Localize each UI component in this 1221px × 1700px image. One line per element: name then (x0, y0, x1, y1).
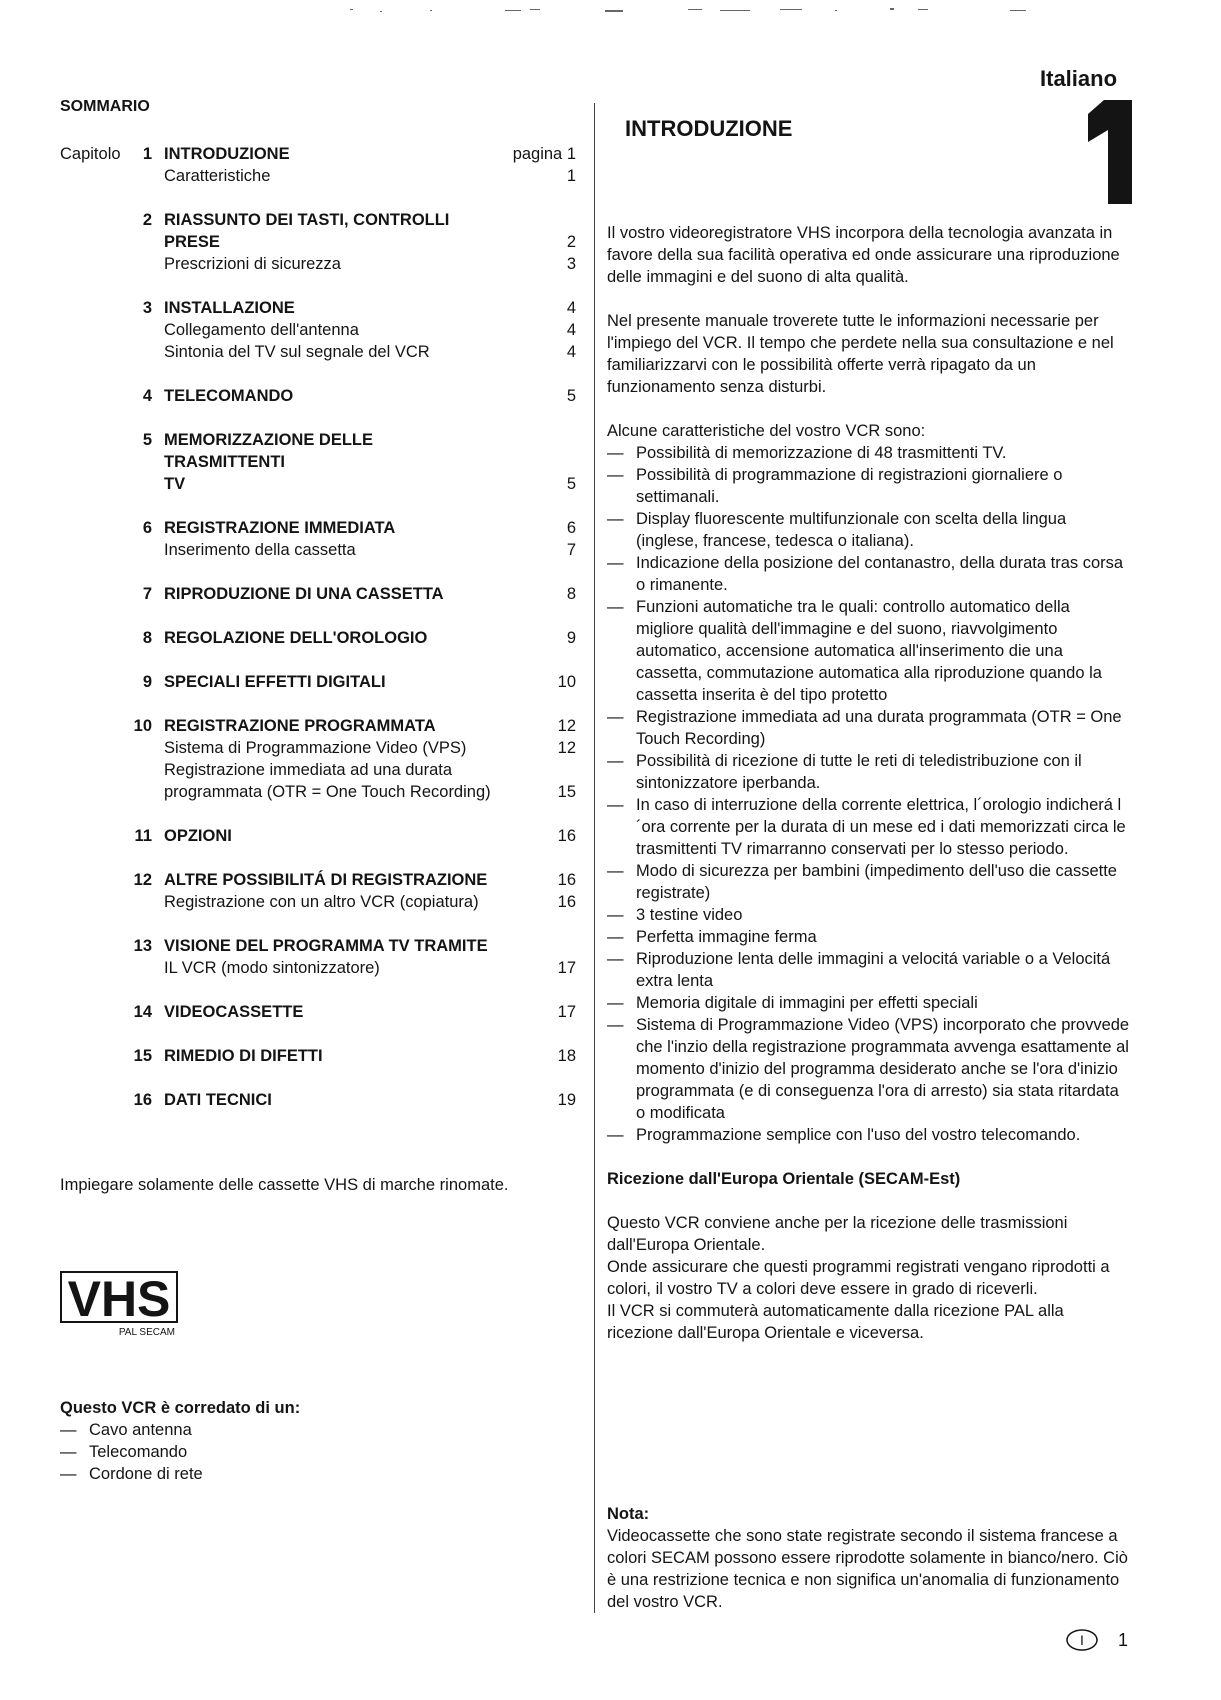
toc-line-page: 17 (557, 959, 576, 977)
toc-line-page: 3 (566, 255, 576, 273)
toc-line (164, 1089, 576, 1111)
toc-line (164, 429, 576, 473)
toc-entry (60, 583, 576, 605)
toc-line (164, 781, 576, 803)
supplied-title: Questo VCR è corredato di un: (60, 1399, 301, 1417)
toc-entry (60, 825, 576, 847)
toc-line-title: REGISTRAZIONE PROGRAMMATA (164, 717, 436, 735)
scan-specks (0, 0, 1221, 20)
chapter-number-one (1088, 100, 1132, 204)
toc-line-page: 4 (566, 299, 576, 317)
toc-line (164, 891, 576, 913)
toc-line-page: 12 (557, 739, 576, 757)
toc-line-title: RIMEDIO DI DIFETTI (164, 1047, 323, 1065)
toc-line-title: VISIONE DEL PROGRAMMA TV TRAMITE (164, 937, 488, 955)
list-item: — Telecomando (60, 1441, 460, 1463)
toc-line-page: 12 (557, 717, 576, 735)
toc-chapter-number: 16 (133, 1091, 152, 1109)
toc-entry (60, 209, 576, 275)
toc-line-title: ALTRE POSSIBILITÁ DI REGISTRAZIONE (164, 871, 488, 889)
toc-line-page: 16 (557, 893, 576, 911)
list-item: — In caso di interruzione della corrente elettrica, l´orologio indicherá l´ora corrente per la durata di un mese ed i dati memorizzati circa le trasmittenti TV rimarranno conservati per lo stesso periodo. (607, 794, 1132, 860)
cassette-note: Impiegare solamente delle cassette VHS di marche rinomate. (60, 1176, 509, 1194)
toc-line-page (496, 935, 576, 957)
column-divider (594, 103, 595, 1613)
toc-line-title: RIPRODUZIONE DI UNA CASSETTA (164, 585, 444, 603)
toc-chapter-number: 10 (133, 717, 152, 735)
toc-entry (60, 143, 576, 187)
toc-line-page (496, 429, 576, 473)
toc-line-title: VIDEOCASSETTE (164, 1003, 304, 1021)
toc-line-title: PRESE (164, 233, 220, 251)
toc-entry (60, 1001, 576, 1023)
page-number: 1 (1118, 1630, 1129, 1650)
toc-line (164, 231, 576, 253)
supplied-items-list (60, 1419, 460, 1485)
toc-line-title: RIASSUNTO DEI TASTI, CONTROLLI (164, 211, 450, 229)
toc-line-title: Inserimento della cassetta (164, 541, 356, 559)
list-item: — Programmazione semplice con l'uso del vostro telecomando. (607, 1124, 1132, 1146)
secam-paragraph-2: Onde assicurare che questi programmi registrati vengano riprodotti a colori, il vostro TV a colori deve essere in grado di riceverli. (607, 1258, 1110, 1298)
toc-chapter-number: 15 (133, 1047, 152, 1065)
toc-line (164, 319, 576, 341)
features-intro: Alcune caratteristiche del vostro VCR sono: (607, 422, 926, 440)
secam-paragraph-1: Questo VCR conviene anche per la ricezione delle trasmissioni dall'Europa Orientale. (607, 1214, 1068, 1254)
toc-line-page (496, 759, 576, 781)
features-list (607, 442, 1132, 1146)
toc-entry (60, 1089, 576, 1111)
list-item: — Perfetta immagine ferma (607, 926, 1132, 948)
toc-chapter-number: 6 (142, 519, 152, 537)
toc-line (164, 825, 576, 847)
toc-line-title: TELECOMANDO (164, 387, 294, 405)
list-item: — Registrazione immediata ad una durata programmata (OTR = One Touch Recording) (607, 706, 1132, 750)
toc-line-title: Registrazione con un altro VCR (copiatura) (164, 893, 479, 911)
toc-line-title: REGOLAZIONE DELL'OROLOGIO (164, 629, 428, 647)
toc-line-title: DATI TECNICI (164, 1091, 272, 1109)
toc-line-title: Sintonia del TV sul segnale del VCR (164, 343, 430, 361)
toc-line (164, 627, 576, 649)
toc-chapter-number: 3 (142, 299, 152, 317)
toc-line-page: 4 (566, 343, 576, 361)
toc-line (164, 583, 576, 605)
toc-chapter-number: 4 (142, 387, 152, 405)
toc-line (164, 759, 576, 781)
toc-line-page: 5 (566, 387, 576, 405)
intro-paragraph-2: Nel presente manuale troverete tutte le informazioni necessarie per l'impiego del VCR. Il tempo che perdete nella sua consultazione e nel familiarizzarvi con le possibilità offerte verrà ripagato da un funzionamento senza disturbi. (607, 312, 1114, 396)
toc-title: SOMMARIO (60, 98, 150, 115)
toc-line (164, 385, 576, 407)
toc-line (164, 957, 576, 979)
toc-line-page: pagina 1 (512, 145, 576, 163)
toc-entry (60, 627, 576, 649)
toc-line-title: Prescrizioni di sicurezza (164, 255, 341, 273)
toc-line-title: IL VCR (modo sintonizzatore) (164, 959, 380, 977)
toc-line-page: 8 (566, 585, 576, 603)
note-text: Videocassette che sono state registrate secondo il sistema francese a colori SECAM possono essere riprodotte solamente in bianco/nero. Ciò è una restrizione tecnica e non significa un'anomalia di funzionamento del vostro VCR. (607, 1527, 1128, 1611)
toc-line-title: SPECIALI EFFETTI DIGITALI (164, 673, 386, 691)
toc-chapter-number: 5 (142, 431, 152, 449)
toc-entry (60, 517, 576, 561)
list-item: — Riproduzione lenta delle immagini a velocitá variable o a Velocitá extra lenta (607, 948, 1132, 992)
toc-chapter-number: 1 (142, 145, 152, 163)
vhs-logo (60, 1271, 178, 1339)
toc-chapter-number: 11 (134, 827, 152, 845)
note-title: Nota: (607, 1505, 650, 1523)
toc-line (164, 165, 576, 187)
toc-line-title: INTRODUZIONE (164, 145, 290, 163)
toc-line-page: 15 (557, 783, 576, 801)
toc-line (164, 869, 576, 891)
toc-entry (60, 869, 576, 913)
toc-entry (60, 385, 576, 407)
list-item: — Sistema di Programmazione Video (VPS) incorporato che provvede che l'inzio della registrazione programmata avvenga esattamente al momento d'inizio del programma desiderato anche se l'ora d'inizio programmata (e di conseguenza l'ora di arresto) sia stata ritardata o modificata (607, 1014, 1132, 1124)
toc-entry (60, 715, 576, 803)
toc-line (164, 1001, 576, 1023)
list-item: — Cordone di rete (60, 1463, 460, 1485)
toc-line-page: 16 (557, 871, 576, 889)
toc-line-page: 16 (557, 827, 576, 845)
toc-chapter-number: 2 (142, 211, 152, 229)
toc-line-page: 18 (557, 1047, 576, 1065)
list-item: — Memoria digitale di immagini per effetti speciali (607, 992, 1132, 1014)
list-item: — Cavo antenna (60, 1419, 460, 1441)
vhs-logo-text: VHS (67, 1271, 171, 1327)
toc-line-title: REGISTRAZIONE IMMEDIATA (164, 519, 396, 537)
toc-line (164, 297, 576, 319)
toc-line-page: 17 (557, 1003, 576, 1021)
secam-paragraph-3: Il VCR si commuterà automaticamente dalla ricezione PAL alla ricezione dall'Europa Orientale e viceversa. (607, 1302, 1064, 1342)
toc-line-page: 7 (566, 541, 576, 559)
toc-line-title: TV (164, 475, 186, 493)
toc-entry (60, 429, 576, 495)
toc-chapter-number: 12 (133, 871, 152, 889)
toc-line-page: 4 (566, 321, 576, 339)
intro-paragraph-1: Il vostro videoregistratore VHS incorpora della tecnologia avanzata in favore della sua facilità operativa ed onde assicurare una riproduzione delle immagini e del suono di alta qualità. (607, 224, 1120, 286)
toc-line (164, 1045, 576, 1067)
toc-line-title: Collegamento dell'antenna (164, 321, 359, 339)
toc-line (164, 517, 576, 539)
toc-line (164, 671, 576, 693)
toc-line-title: Sistema di Programmazione Video (VPS) (164, 739, 467, 757)
toc-chapter-number: 13 (133, 937, 152, 955)
toc-line-page: 6 (566, 519, 576, 537)
toc-chapter-number: 8 (142, 629, 152, 647)
toc-entry (60, 671, 576, 693)
language-badge-icon (1065, 1628, 1099, 1652)
toc-chapter-number: 14 (133, 1003, 152, 1021)
list-item: — Possibilità di programmazione di registrazioni giornaliere o settimanali. (607, 464, 1132, 508)
toc-line-page: 9 (566, 629, 576, 647)
toc-line-page (496, 209, 576, 231)
list-item: — Modo di sicurezza per bambini (impedimento dell'uso die cassette registrate) (607, 860, 1132, 904)
toc-line (164, 539, 576, 561)
list-item: — Possibilità di memorizzazione di 48 trasmittenti TV. (607, 442, 1132, 464)
toc-chapter-number: 7 (142, 585, 152, 603)
list-item: — Possibilità di ricezione di tutte le reti di teledistribuzione con il sintonizzatore iperbanda. (607, 750, 1132, 794)
toc-chapter-number: 9 (142, 673, 152, 691)
toc-line (164, 341, 576, 363)
toc-entry (60, 297, 576, 363)
language-badge-letter: I (1080, 1632, 1084, 1648)
toc-line-title: INSTALLAZIONE (164, 299, 295, 317)
toc-line-title: Caratteristiche (164, 167, 271, 185)
vhs-logo-subtext: PAL SECAM (118, 1327, 175, 1338)
language-heading: Italiano (1040, 66, 1118, 91)
toc-line-title: programmata (OTR = One Touch Recording) (164, 783, 491, 801)
toc-line-title: OPZIONI (164, 827, 232, 845)
toc-line (164, 935, 576, 957)
toc-entry (60, 1045, 576, 1067)
toc-line (164, 715, 576, 737)
toc-line-page: 5 (566, 475, 576, 493)
toc-line-page: 2 (566, 233, 576, 251)
toc-entry (60, 935, 576, 979)
list-item: — Indicazione della posizione del contanastro, della durata tras corsa o rimanente. (607, 552, 1132, 596)
toc-line-page: 19 (557, 1091, 576, 1109)
secam-title: Ricezione dall'Europa Orientale (SECAM-Est) (607, 1170, 961, 1188)
toc-line-title: MEMORIZZAZIONE DELLE TRASMITTENTI (164, 431, 373, 471)
table-of-contents (60, 143, 576, 1133)
toc-chapter-prefix: Capitolo (60, 145, 121, 163)
list-item: — 3 testine video (607, 904, 1132, 926)
list-item: — Display fluorescente multifunzionale con scelta della lingua (inglese, francese, tedesca o italiana). (607, 508, 1132, 552)
toc-line (164, 737, 576, 759)
intro-title: INTRODUZIONE (625, 116, 793, 141)
toc-line-page: 1 (566, 167, 576, 185)
toc-line (164, 209, 576, 231)
toc-line (164, 473, 576, 495)
list-item: — Funzioni automatiche tra le quali: controllo automatico della migliore qualità dell'immagine e del suono, riavvolgimento automatico, accensione automatica all'inserimento die una cassetta, commutazione automatica alla riproduzione quando la cassetta inserita è del tipo protetto (607, 596, 1132, 706)
toc-line-page: 10 (557, 673, 576, 691)
toc-line (164, 143, 576, 165)
toc-line-title: Registrazione immediata ad una durata (164, 761, 453, 779)
toc-line (164, 253, 576, 275)
